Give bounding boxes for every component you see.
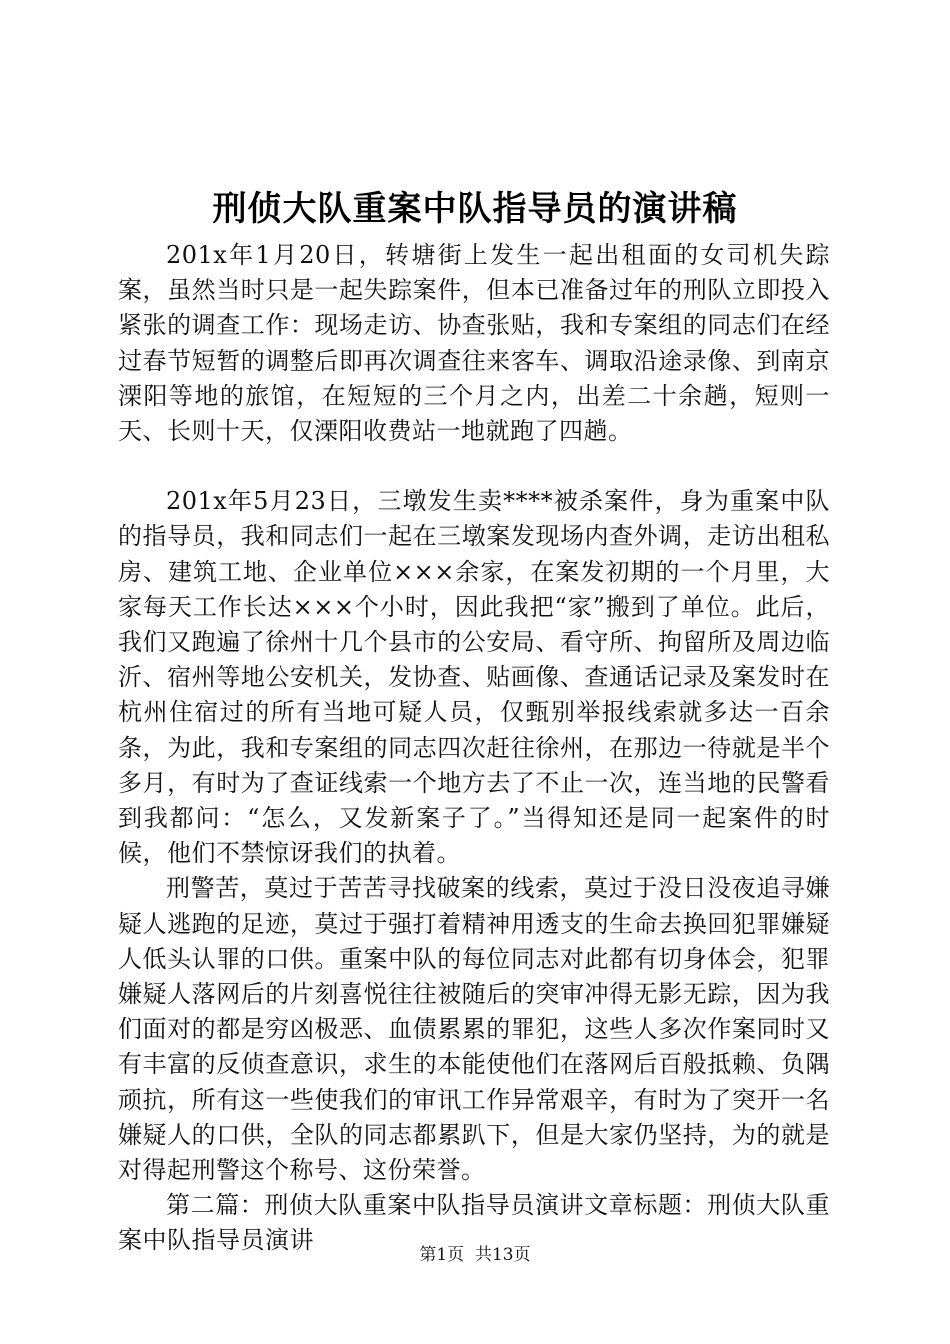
document-title: 刑侦大队重案中队指导员的演讲稿 (212, 189, 738, 229)
document-body (118, 238, 830, 1259)
paragraph: 刑警苦，莫过于苦苦寻找破案的线索，莫过于没日没夜追寻嫌疑人逃跑的足迹，莫过于强打着精神用透支的生命去换回犯罪嫌疑人低头认罪的口供。重案中队的每位同志对此都有切身体会，犯罪嫌疑人落网后的片刻喜悦往往被随后的突审冲得无影无踪，因为我们面对的都是穷凶极恶、血债累累的罪犯，这些人多次作案同时又有丰富的反侦查意识，求生的本能使他们在落网后百般抵赖、负隅顽抗，所有这一些使我们的审讯工作异常艰辛，有时为了突开一名嫌疑人的口供，全队的同志都累趴下，但是大家仍坚持，为的就是对得起刑警这个称号、这份荣誉。 (118, 874, 830, 1185)
paragraph: 第二篇：刑侦大队重案中队指导员演讲文章标题：刑侦大队重案中队指导员演讲 (118, 1191, 830, 1255)
page-number-label: 第1页 共13页 (419, 1245, 531, 1265)
paragraph: 201x年1月20日，转塘街上发生一起出租面的女司机失踪案，虽然当时只是一起失踪案件，但本已准备过年的刑队立即投入紧张的调查工作：现场走访、协查张贴，我和专案组的同志们在经过春节短暂的调整后即再次调查往来客车、调取沿途录像、到南京溧阳等地的旅馆，在短短的三个月之内，出差二十余趟，短则一天、长则十天，仅溧阳收费站一地就跑了四趟。 (118, 241, 830, 446)
paragraph: 201x年5月23日，三墩发生卖****被杀案件，身为重案中队的指导员，我和同志们一起在三墩案发现场内查外调，走访出租私房、建筑工地、企业单位×××余家，在案发初期的一个月里，大家每天工作长达×××个小时，因此我把“家”搬到了单位。此后，我们又跑遍了徐州十几个县市的公安局、看守所、拘留所及周边临沂、宿州等地公安机关，发协查、贴画像、查通话记录及案发时在杭州住宿过的所有当地可疑人员，仅甄别举报线索就多达一百余条，为此，我和专案组的同志四次赶往徐州，在那边一待就是半个多月，有时为了查证线索一个地方去了不止一次，连当地的民警看到我都问：“怎么，又发新案子了。”当得知还是同一起案件的时候，他们不禁惊讶我们的执着。 (118, 487, 830, 868)
page-footer (0, 1244, 950, 1266)
